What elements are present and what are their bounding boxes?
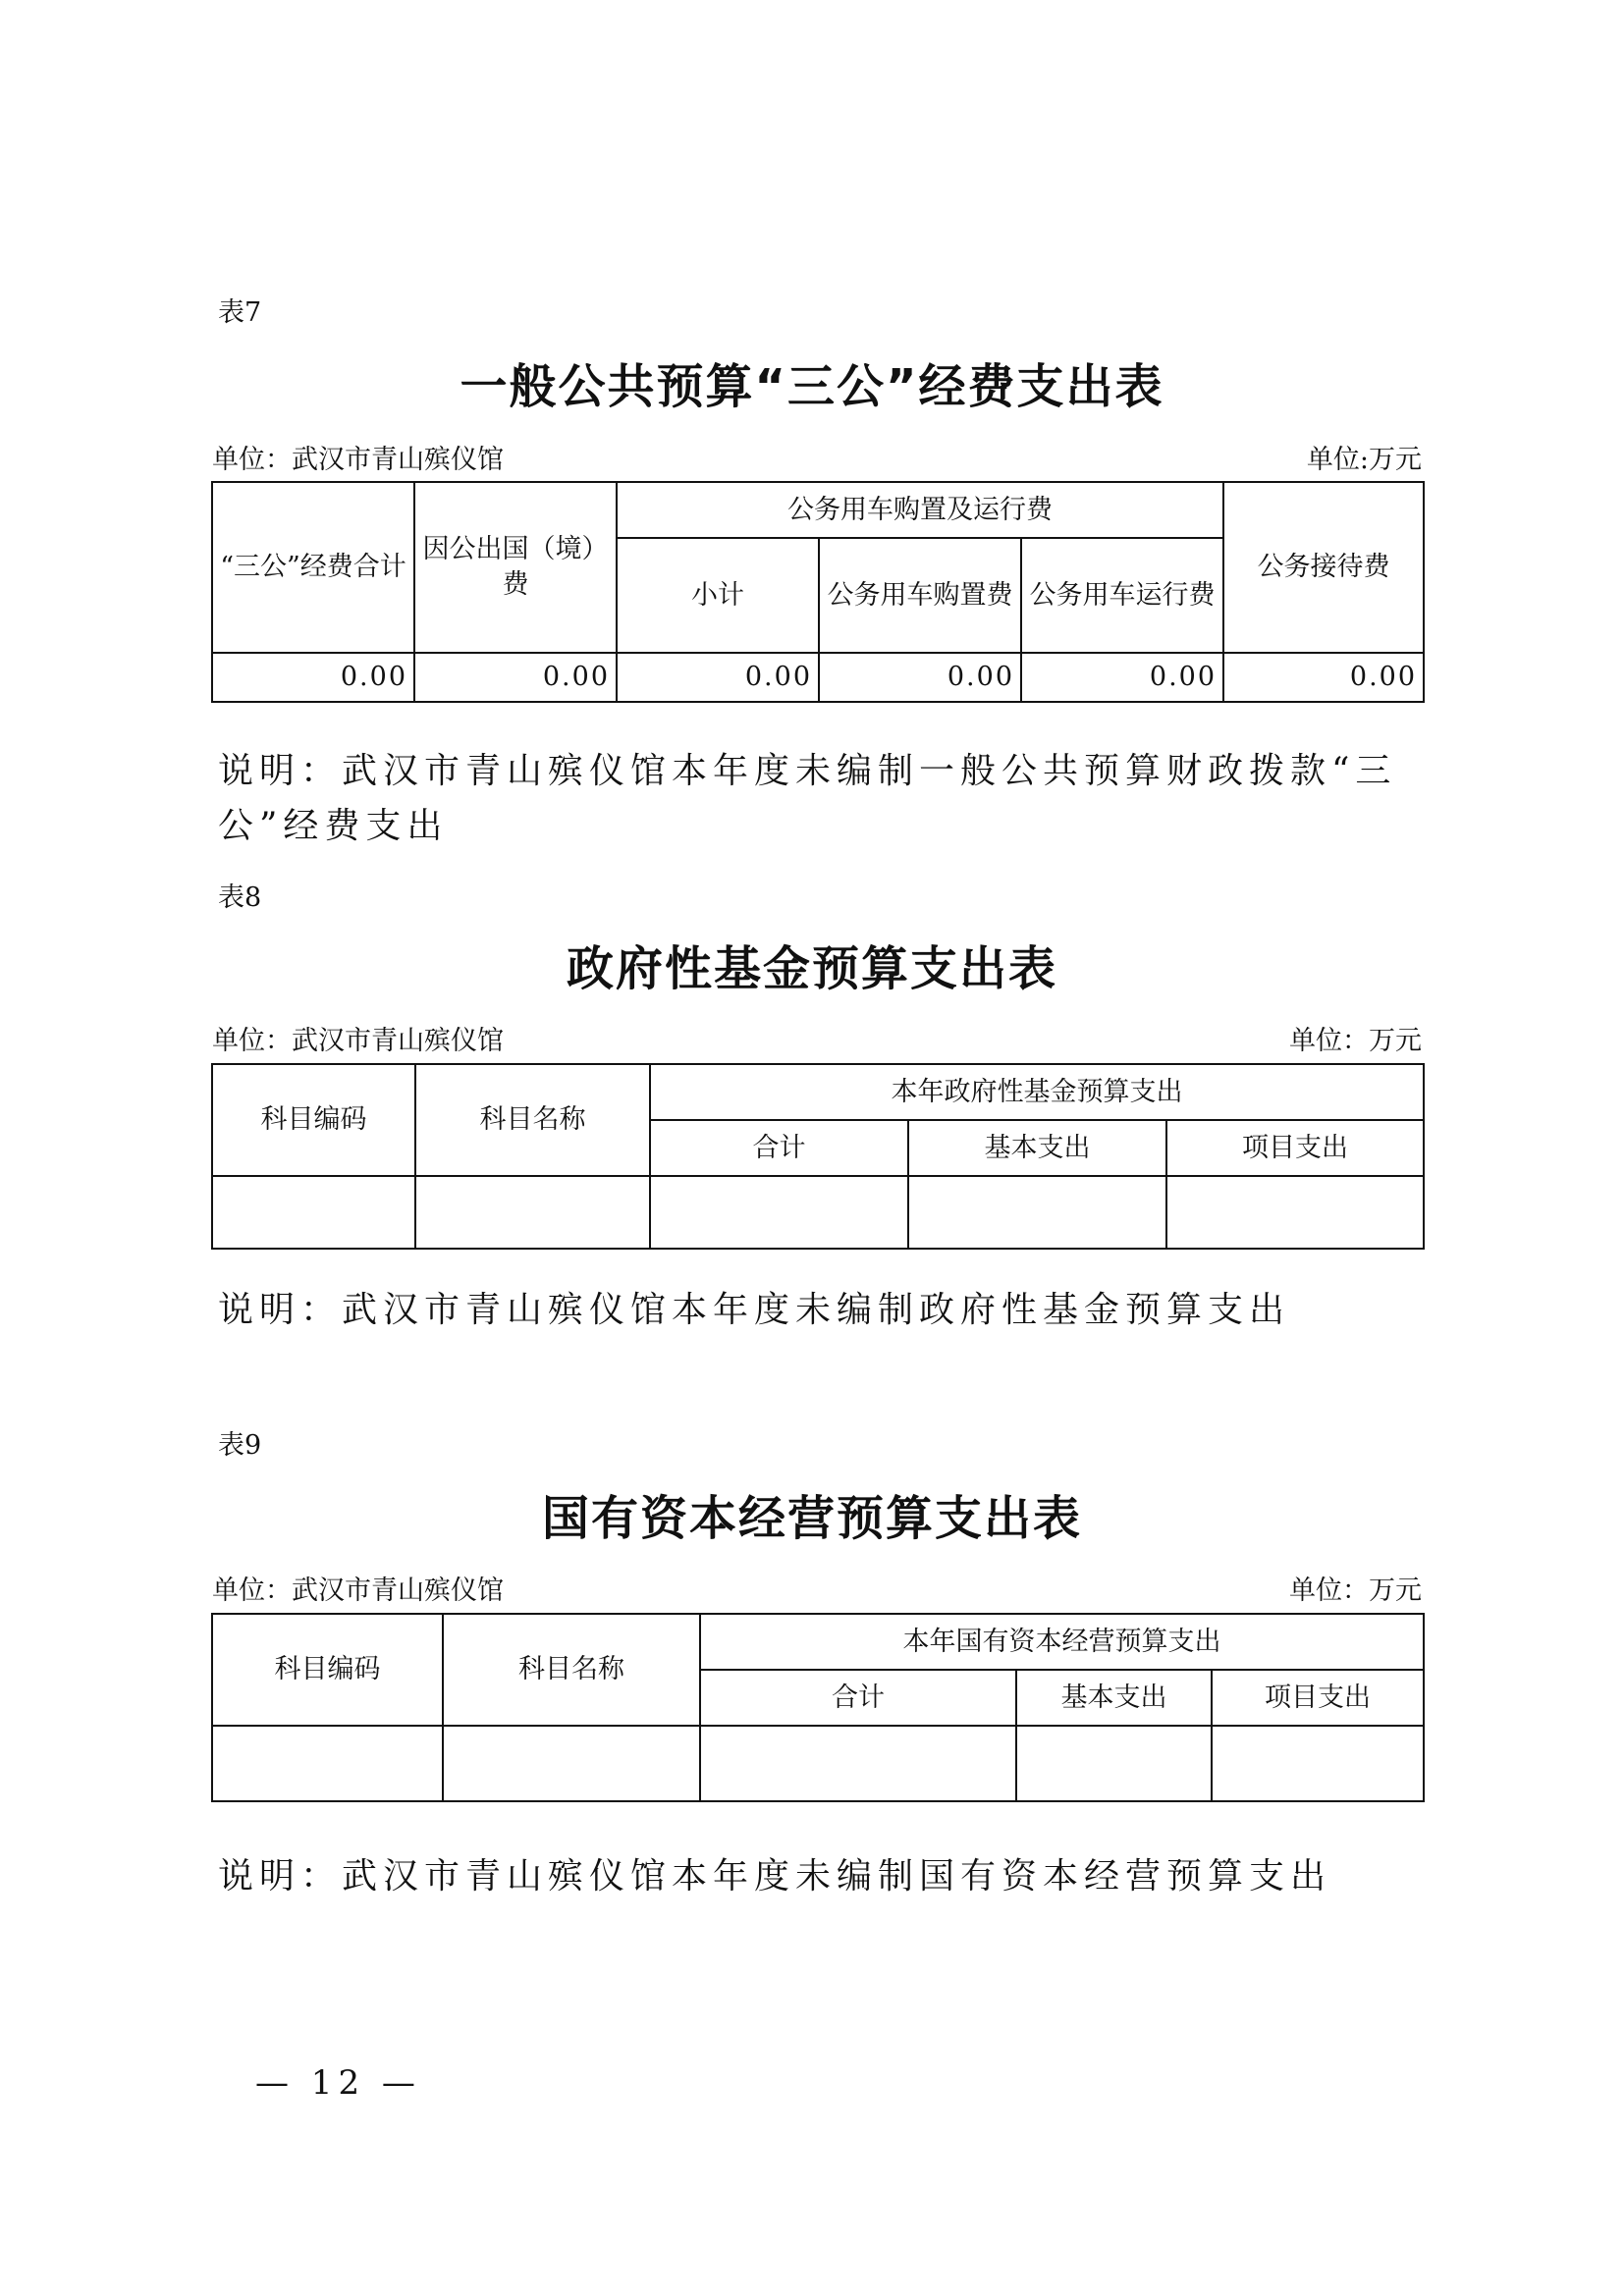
table-7-unit-right: 单位:万元 — [1306, 445, 1422, 475]
header-total: 合计 — [700, 1670, 1016, 1726]
cell-total: 0.00 — [212, 653, 414, 702]
table-7 — [211, 481, 1425, 703]
header-capital-group: 本年国有资本经营预算支出 — [700, 1614, 1424, 1670]
table-8-unit-row — [212, 1019, 1422, 1057]
table-row — [212, 1726, 1424, 1801]
cell-purchase: 0.00 — [819, 653, 1021, 702]
table-7-label: 表7 — [218, 297, 262, 328]
header-subject-code: 科目编码 — [212, 1614, 443, 1726]
cell-empty — [1166, 1176, 1424, 1249]
table-9-note: 说明：武汉市青山殡仪馆本年度未编制国有资本经营预算支出 — [218, 1856, 1332, 1896]
table-7-note: 说明：武汉市青山殡仪馆本年度未编制一般公共预算财政拨款“三公”经费支出 — [218, 751, 1397, 846]
header-three-public-total: “三公”经费合计 — [212, 482, 414, 653]
table-row — [212, 1176, 1424, 1249]
header-project-expense: 项目支出 — [1212, 1670, 1424, 1726]
cell-subtotal: 0.00 — [617, 653, 819, 702]
header-basic-expense: 基本支出 — [908, 1120, 1166, 1176]
table-8-label: 表8 — [218, 882, 262, 913]
cell-empty — [1016, 1726, 1212, 1801]
table-7-unit-row — [212, 438, 1422, 476]
cell-empty — [650, 1176, 908, 1249]
cell-empty — [908, 1176, 1166, 1249]
header-reception-expense: 公务接待费 — [1223, 482, 1424, 653]
header-fund-group: 本年政府性基金预算支出 — [650, 1064, 1424, 1120]
cell-abroad: 0.00 — [414, 653, 617, 702]
header-project-expense: 项目支出 — [1166, 1120, 1424, 1176]
table-9-unit-left: 单位：武汉市青山殡仪馆 — [212, 1575, 504, 1606]
table-8 — [211, 1063, 1425, 1250]
cell-empty — [415, 1176, 650, 1249]
table-7-title: 一般公共预算“三公”经费支出表 — [460, 359, 1164, 414]
table-9-unit-row — [212, 1569, 1422, 1607]
table-row — [212, 653, 1424, 702]
table-9-unit-right: 单位：万元 — [1289, 1575, 1422, 1606]
page-number: — 12 — — [255, 2063, 421, 2103]
table-9-label: 表9 — [218, 1430, 262, 1461]
header-subject-name: 科目名称 — [415, 1064, 650, 1176]
header-vehicle-purchase: 公务用车购置费 — [819, 538, 1021, 653]
cell-empty — [212, 1726, 443, 1801]
cell-empty — [212, 1176, 415, 1249]
cell-empty — [443, 1726, 700, 1801]
cell-empty — [1212, 1726, 1424, 1801]
header-vehicle-subtotal: 小计 — [617, 538, 819, 653]
header-total: 合计 — [650, 1120, 908, 1176]
table-8-unit-left: 单位：武汉市青山殡仪馆 — [212, 1026, 504, 1056]
cell-reception: 0.00 — [1223, 653, 1424, 702]
table-9 — [211, 1613, 1425, 1802]
header-subject-code: 科目编码 — [212, 1064, 415, 1176]
header-vehicle-operation: 公务用车运行费 — [1021, 538, 1223, 653]
header-vehicle-group: 公务用车购置及运行费 — [617, 482, 1223, 538]
cell-empty — [700, 1726, 1016, 1801]
cell-operation: 0.00 — [1021, 653, 1223, 702]
header-basic-expense: 基本支出 — [1016, 1670, 1212, 1726]
table-8-title: 政府性基金预算支出表 — [566, 941, 1057, 996]
table-7-unit-left: 单位：武汉市青山殡仪馆 — [212, 445, 504, 475]
header-subject-name: 科目名称 — [443, 1614, 700, 1726]
table-9-title: 国有资本经营预算支出表 — [541, 1491, 1082, 1546]
header-abroad-expense: 因公出国（境）费 — [414, 482, 617, 653]
table-8-note: 说明：武汉市青山殡仪馆本年度未编制政府性基金预算支出 — [218, 1290, 1291, 1330]
table-8-unit-right: 单位：万元 — [1289, 1026, 1422, 1056]
